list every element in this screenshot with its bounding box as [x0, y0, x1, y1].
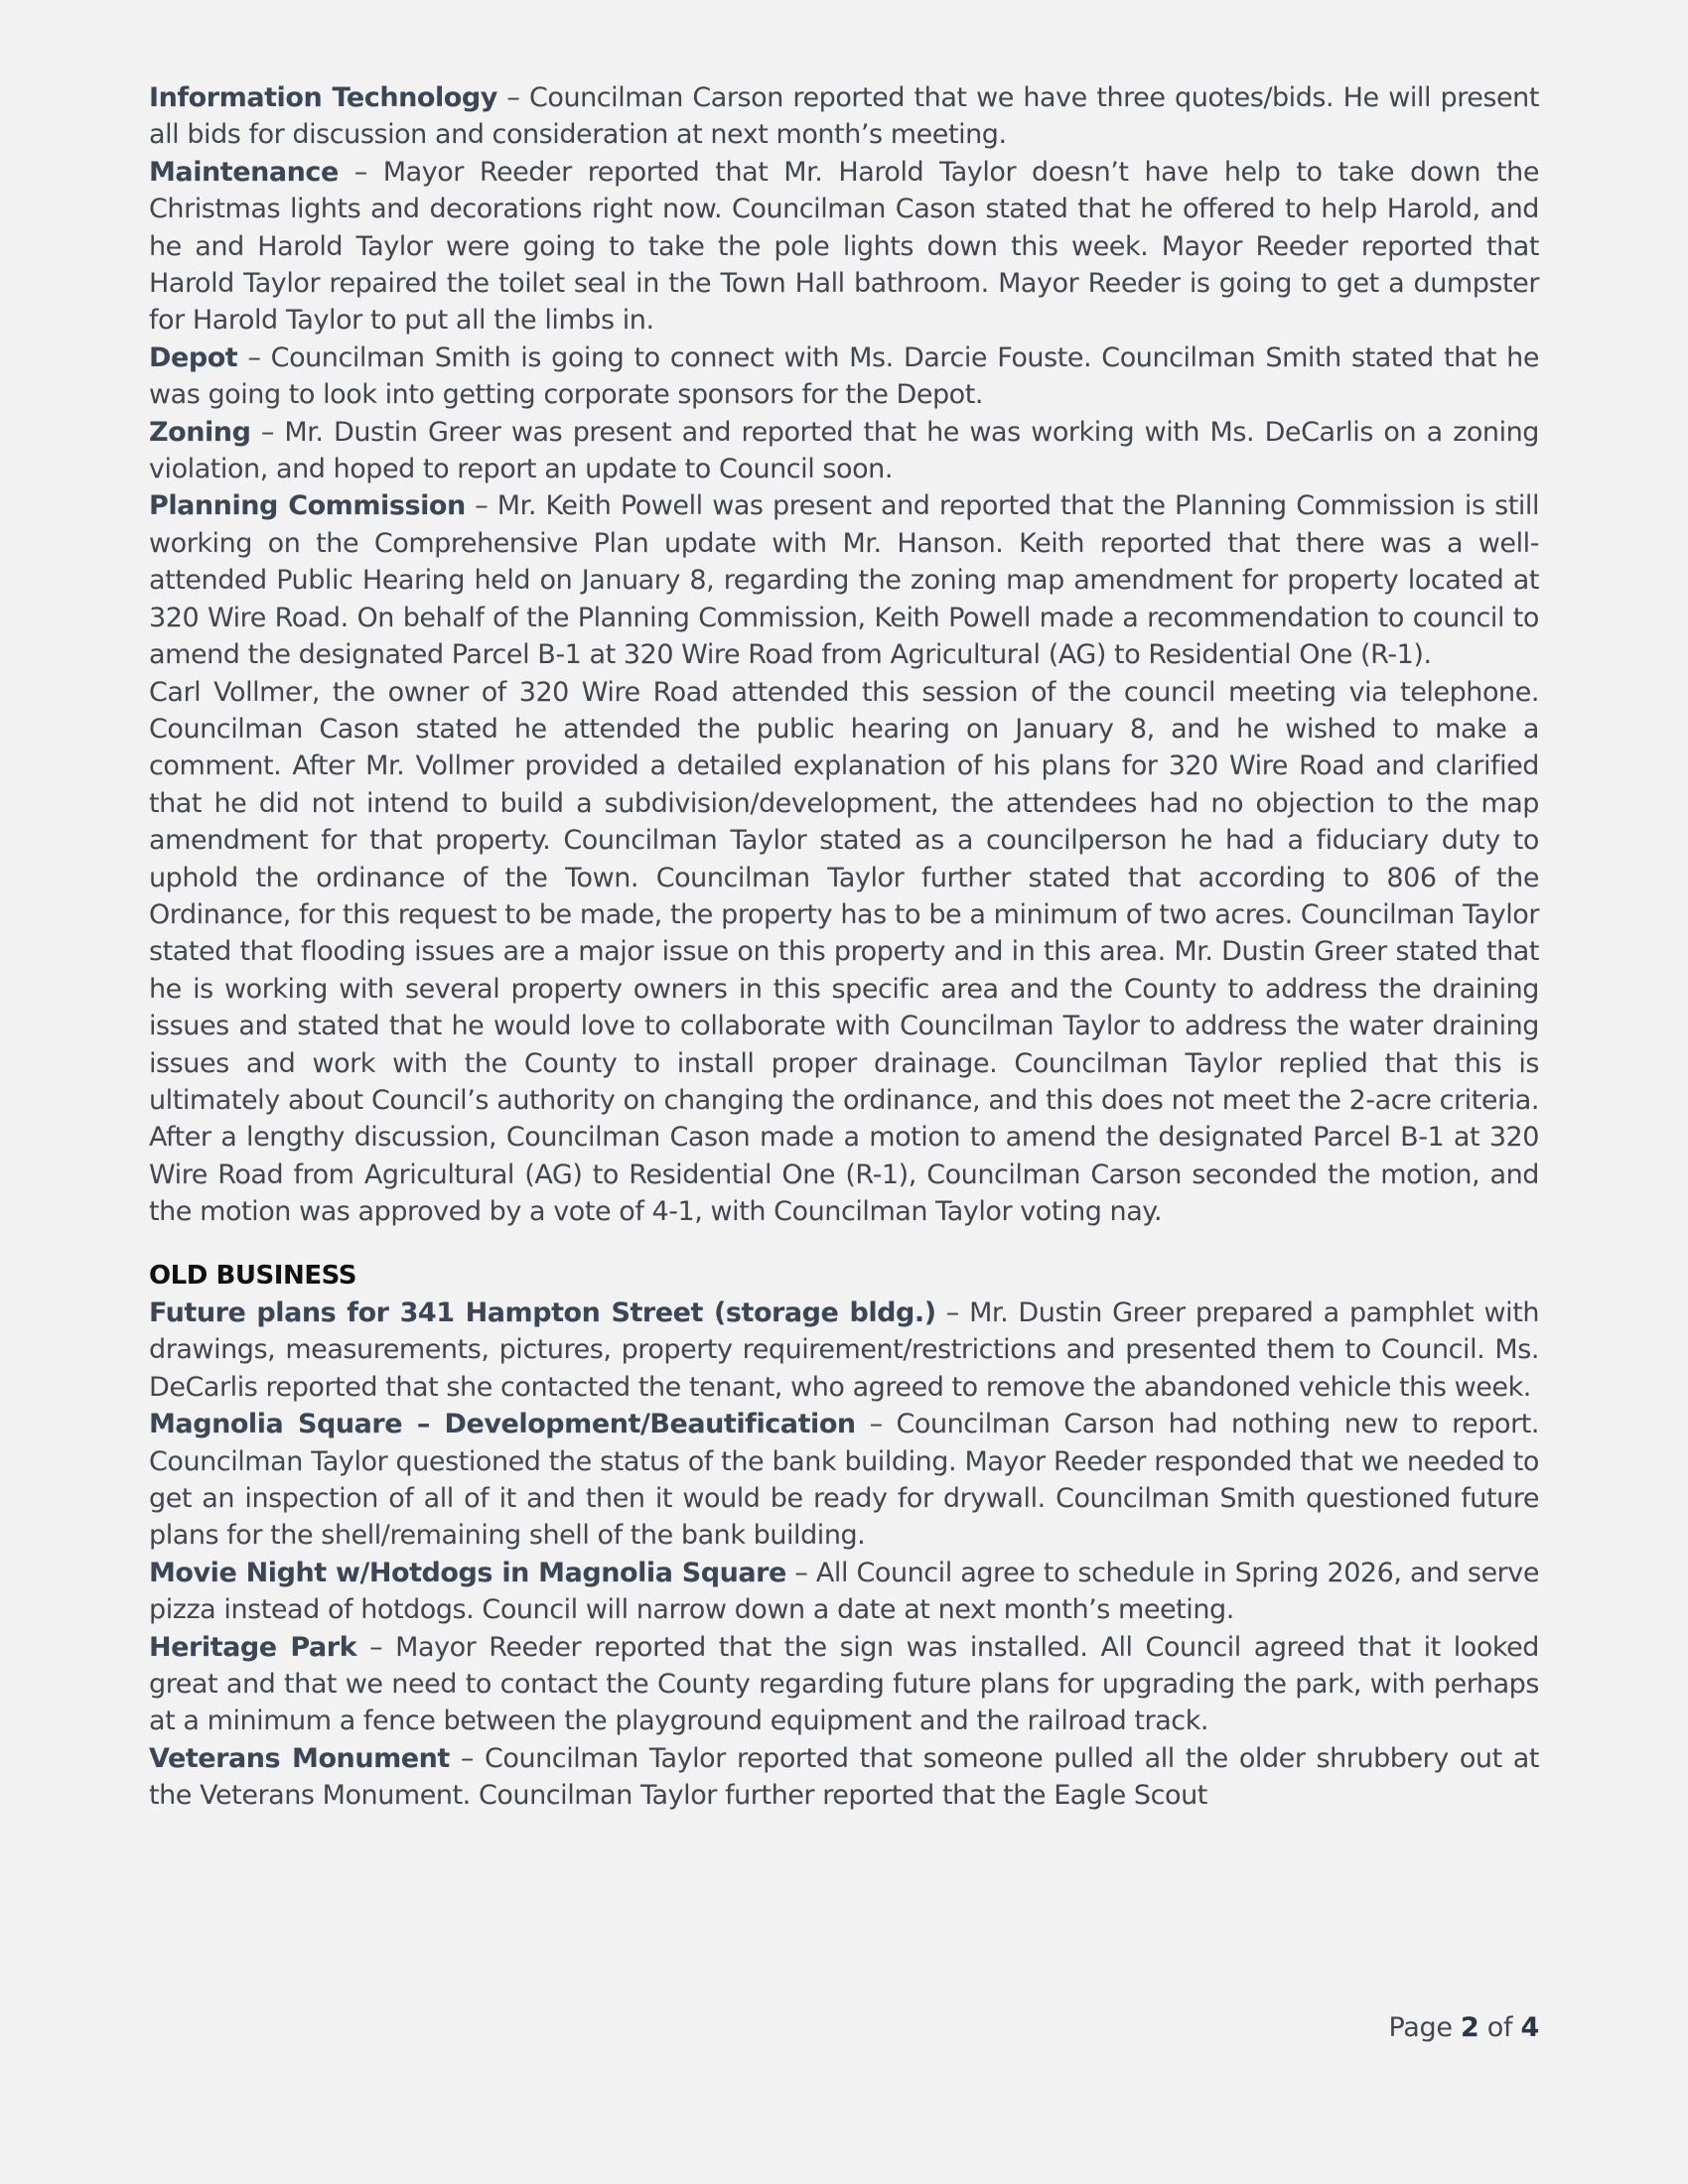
paragraph-heading: Future plans for 341 Hampton Street (storage bldg.) — [149, 1297, 936, 1328]
paragraph-heading: Magnolia Square – Development/Beautification — [149, 1409, 856, 1440]
paragraph-vollmer-discussion — [149, 674, 1539, 1231]
paragraph-information-technology — [149, 79, 1539, 154]
paragraph-heritage-park — [149, 1629, 1539, 1740]
paragraph-text: – Councilman Taylor reported that someone pulled all the older shrubbery out at the Veterans Monument. Councilman Taylor further reported that the Eagle Scout — [149, 1742, 1539, 1812]
paragraph-hampton-street — [149, 1295, 1539, 1406]
paragraph-movie-night — [149, 1555, 1539, 1629]
paragraph-veterans-monument — [149, 1740, 1539, 1815]
paragraph-heading: Depot — [149, 341, 238, 373]
current-page-number: 2 — [1460, 2012, 1479, 2043]
paragraph-depot — [149, 340, 1539, 414]
paragraph-text: – Mr. Dustin Greer was present and reported that he was working with Ms. DeCarlis on a zoning violation, and hoped to report an update to Council soon. — [149, 416, 1539, 485]
paragraph-text: – Councilman Carson had nothing new to report. Councilman Taylor questioned the status of the bank building. Mayor Reeder responded that we needed to get an inspection of all of it and then it would be ready for drywall. Councilman Smith questioned future plans for the shell/remaining shell of the bank building. — [149, 1409, 1540, 1552]
paragraph-heading: Heritage Park — [149, 1631, 357, 1663]
paragraph-planning-commission — [149, 487, 1539, 673]
page-number-footer — [1389, 2009, 1540, 2046]
paragraph-heading: Movie Night w/Hotdogs in Magnolia Square — [149, 1557, 786, 1588]
document-body — [149, 79, 1539, 1815]
paragraph-heading: Zoning — [149, 416, 251, 448]
paragraph-text: – All Council agree to schedule in Spring 2026, and serve pizza instead of hotdogs. Council will narrow down a date at next month’s meeting. — [149, 1557, 1540, 1626]
of-label: of — [1486, 2012, 1513, 2043]
paragraph-text: Carl Vollmer, the owner of 320 Wire Road attended this session of the council meeting via telephone. Councilman Cason stated he attended the public hearing on January 8, and he wished to make a comment. After Mr. Vollmer provided a detailed explanation of his plans for 320 Wire Road and clarified that he did not intend to build a subdivision/development, the attendees had no objection to the map amendment for that property. Councilman Taylor stated as a councilperson he had a fiduciary duty to uphold the ordinance of the Town. Councilman Taylor further stated that according to 806 of the Ordinance, for this request to be made, the property has to be a minimum of two acres. Councilman Taylor stated that flooding issues are a major issue on this property and in this area. Mr. Dustin Greer stated that he is working with several property owners in this specific area and the County to address the draining issues and stated that he would love to collaborate with Councilman Taylor to address the water draining issues and work with the County to install proper drainage. Councilman Taylor replied that this is ultimately about Council’s authority on changing the ordinance, and this does not meet the 2-acre criteria. After a lengthy discussion, Councilman Cason made a motion to amend the designated Parcel B-1 at 320 Wire Road from Agricultural (AG) to Residential One (R-1), Councilman Carson seconded the motion, and the motion was approved by a vote of 4-1, with Councilman Taylor voting nay. — [149, 676, 1539, 1228]
paragraph-magnolia-square — [149, 1406, 1539, 1555]
paragraph-text: – Councilman Carson reported that we have three quotes/bids. He will present all bids for discussion and consideration at next month’s meeting. — [149, 82, 1539, 151]
paragraph-text: – Mr. Keith Powell was present and reported that the Planning Commission is still working on the Comprehensive Plan update with Mr. Hanson. Keith reported that there was a well-attended Public Hearing held on January 8, regarding the zoning map amendment for property located at 320 Wire Road. On behalf of the Planning Commission, Keith Powell made a recommendation to council to amend the designated Parcel B-1 at 320 Wire Road from Agricultural (AG) to Residential One (R-1). — [149, 490, 1539, 671]
paragraph-zoning — [149, 414, 1539, 488]
paragraph-heading: Planning Commission — [149, 490, 466, 522]
paragraph-text: – Mayor Reeder reported that Mr. Harold Taylor doesn’t have help to take down the Christmas lights and decorations right now. Councilman Cason stated that he offered to help Harold, and he and Harold Taylor were going to take the pole lights down this week. Mayor Reeder reported that Harold Taylor repaired the toilet seal in the Town Hall bathroom. Mayor Reeder is going to get a dumpster for Harold Taylor to put all the limbs in. — [149, 156, 1539, 337]
page-label: Page — [1388, 2012, 1453, 2043]
paragraph-maintenance — [149, 154, 1539, 340]
old-business-heading: OLD BUSINESS — [149, 1260, 357, 1291]
paragraph-text: – Mayor Reeder reported that the sign was installed. All Council agreed that it looked great and that we need to contact the County regarding future plans for upgrading the park, with perhaps at a minimum a fence between the playground equipment and the railroad track. — [149, 1631, 1539, 1737]
paragraph-text: – Councilman Smith is going to connect with Ms. Darcie Fouste. Councilman Smith stated that he was going to look into getting corporate sponsors for the Depot. — [149, 341, 1539, 411]
paragraph-heading: Veterans Monument — [149, 1742, 450, 1774]
total-page-count: 4 — [1520, 2012, 1539, 2043]
paragraph-text: – Mr. Dustin Greer prepared a pamphlet with drawings, measurements, pictures, property requirement/restrictions and presented them to Council. Ms. DeCarlis reported that she contacted the tenant, who agreed to remove the abandoned vehicle this week. — [149, 1297, 1539, 1403]
paragraph-heading: Maintenance — [149, 156, 339, 188]
paragraph-heading: Information Technology — [149, 82, 497, 113]
